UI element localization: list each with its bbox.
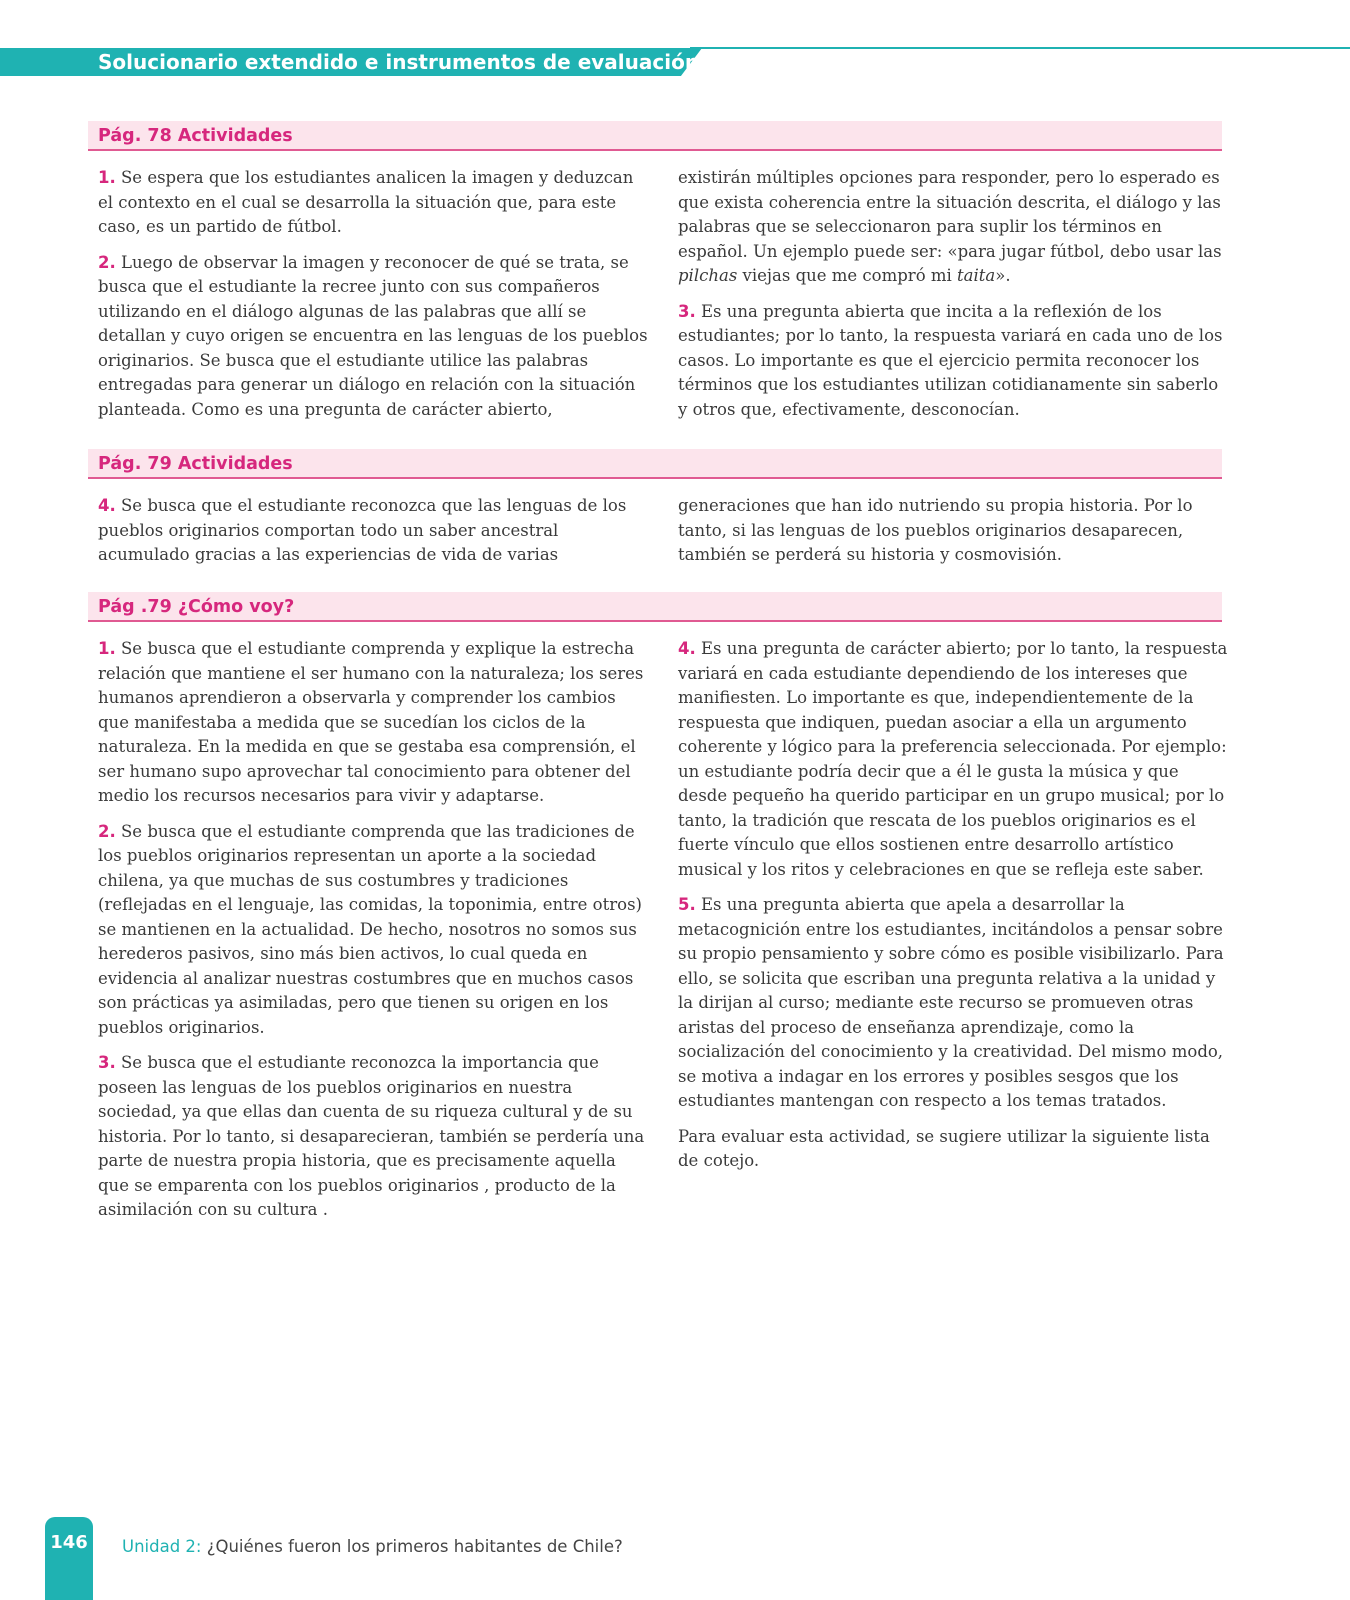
right-column (678, 637, 1228, 1185)
answer-text: ». (995, 266, 1011, 285)
answer-text: Se busca que el estudiante comprenda que las tradiciones de los pueblos originarios representan un aporte a la sociedad chilena, ya que muchas de sus costumbres y tradiciones (reflejadas en el lenguaje, las comidas, la toponimia, entre otros) se mantienen en la actualidad. De hecho, nosotros no somos sus herederos pasivos, sino más bien activos, lo cual queda en evidencia al analizar nuestras costumbres que en muchos casos son prácticas ya asimiladas, pero que tienen su origen en los pueblos originarios. (98, 821, 642, 1037)
answer-number: 2. (98, 821, 116, 841)
answer-text: generaciones que han ido nutriendo su propia historia. Por lo tanto, si las lenguas de los pueblos originarios desaparecen, también se perderá su historia y cosmovisión. (678, 496, 1193, 564)
answer-number: 5. (678, 895, 696, 914)
answer-paragraph (678, 637, 1228, 882)
answer-text: Se busca que el estudiante reconozca que las lenguas de los pueblos originarios comportan todo un saber ancestral acumulado gracias a las experiencias de vida de varias (98, 496, 627, 564)
answer-paragraph (98, 637, 648, 809)
answer-text: Es una pregunta de carácter abierto; por lo tanto, la respuesta variará en cada estudiante dependiendo de los intereses que manifiesten. Lo importante es que, independientemente de la respuesta que indiquen, puedan asociar a ella un argumento coherente y lógico para la preferencia seleccionada. Por ejemplo: un estudiante podría decir que a él le gusta la música y que desde pequeño ha querido participar en un grupo musical; por lo tanto, la tradición que rescata de los pueblos originarios es el fuerte vínculo que ellos sostienen entre desarrollo artístico musical y los ritos y celebraciones en que se refleja este saber. (678, 639, 1228, 879)
footer-unit-title (122, 1537, 623, 1556)
answer-paragraph (98, 1051, 648, 1223)
header-rule (690, 47, 1350, 49)
answer-text: Es una pregunta abierta que apela a desarrollar la metacognición entre los estudiantes, incitándolos a pensar sobre su propio pensamiento y sobre cómo es posible visibilizarlo. Para ello, se solicita que escriban una pregunta relativa a la unidad y la dirijan al curso; mediante este recurso se promueven otras aristas del proceso de enseñanza aprendizaje, como la socialización del conocimiento y la creatividad. Del mismo modo, se motiva a indagar en los errores y posibles sesgos que los estudiantes mantengan con respecto a los temas tratados. (678, 895, 1224, 1110)
left-column (98, 166, 648, 433)
italic-term: pilchas (678, 266, 738, 285)
answer-paragraph (678, 494, 1228, 568)
right-column (678, 166, 1228, 433)
italic-term: taita (957, 266, 996, 285)
answer-paragraph (678, 166, 1228, 289)
answer-text: Se busca que el estudiante comprenda y explique la estrecha relación que mantiene el ser humano con la naturaleza; los seres humanos aprendieron a observarla y comprender los cambios que manifestaba a medida que se sucedían los ciclos de la naturaleza. En la medida en que se gestaba esa comprensión, el ser humano supo aprovechar tal conocimiento para obtener del medio los recursos necesarios para vivir y adaptarse. (98, 639, 644, 805)
answer-paragraph (98, 251, 648, 423)
answer-text: Es una pregunta abierta que incita a la reflexión de los estudiantes; por lo tanto, la respuesta variará en cada uno de los casos. Lo importante es que el ejercicio permita reconocer los términos que los estudiantes utilizan cotidianamente sin saberlo y otros que, efectivamente, desconocían. (678, 301, 1223, 419)
answer-paragraph (98, 166, 648, 240)
answer-number: 4. (678, 639, 696, 658)
page-header-title: Solucionario extendido e instrumentos de evaluación (98, 50, 700, 74)
section-title: Pág. 78 Actividades (98, 126, 293, 146)
answer-paragraph (678, 1125, 1228, 1174)
answer-number: 3. (98, 1053, 116, 1072)
answer-number: 1. (98, 639, 116, 658)
section-title: Pág .79 ¿Cómo voy? (98, 597, 295, 617)
section-header (88, 121, 1222, 151)
answer-text: Para evaluar esta actividad, se sugiere utilizar la siguiente lista de cotejo. (678, 1126, 1210, 1170)
answer-text: viejas que me compró mi (737, 266, 958, 285)
left-column (98, 637, 648, 1234)
page-number-tab (45, 1517, 93, 1600)
footer-unit-name: ¿Quiénes fueron los primeros habitantes de Chile? (201, 1537, 623, 1556)
answer-paragraph (98, 820, 648, 1041)
answer-text: existirán múltiples opciones para responder, pero lo esperado es que exista coherencia entre la situación descrita, el diálogo y las palabras que se seleccionaron para suplir los términos en español. Un ejemplo puede ser: «para jugar fútbol, debo usar las (678, 168, 1222, 261)
page-number: 146 (50, 1532, 88, 1553)
answer-text: Luego de observar la imagen y reconocer de qué se trata, se busca que el estudiante la recree junto con sus compañeros utilizando en el diálogo algunas de las palabras que allí se detallan y cuyo origen se encuentra en las lenguas de los pueblos originarios. Se busca que el estudiante utilice las palabras entregadas para generar un diálogo en relación con la situación planteada. Como es una pregunta de carácter abierto, (98, 252, 648, 419)
answer-text: Se busca que el estudiante reconozca la importancia que poseen las lenguas de los pueblos originarios en nuestra sociedad, ya que ellas dan cuenta de su riqueza cultural y de su historia. Por lo tanto, si desaparecieran, también se perdería una parte de nuestra propia historia, que es precisamente aquella que se emparenta con los pueblos originarios , producto de la asimilación con su cultura . (98, 1053, 645, 1219)
section-title: Pág. 79 Actividades (98, 454, 293, 474)
answer-paragraph (678, 893, 1228, 1114)
answer-number: 3. (678, 301, 696, 321)
section-header (88, 592, 1222, 622)
right-column (678, 494, 1228, 579)
answer-paragraph (678, 300, 1228, 423)
answer-number: 1. (98, 168, 116, 187)
footer-unit-label: Unidad 2: (122, 1537, 202, 1556)
answer-number: 2. (98, 252, 116, 272)
answer-number: 4. (98, 496, 116, 515)
answer-text: Se espera que los estudiantes analicen la imagen y deduzcan el contexto en el cual se desarrolla la situación que, para este caso, es un partido de fútbol. (98, 168, 634, 236)
answer-paragraph (98, 494, 648, 568)
section-header (88, 449, 1222, 479)
left-column (98, 494, 648, 579)
